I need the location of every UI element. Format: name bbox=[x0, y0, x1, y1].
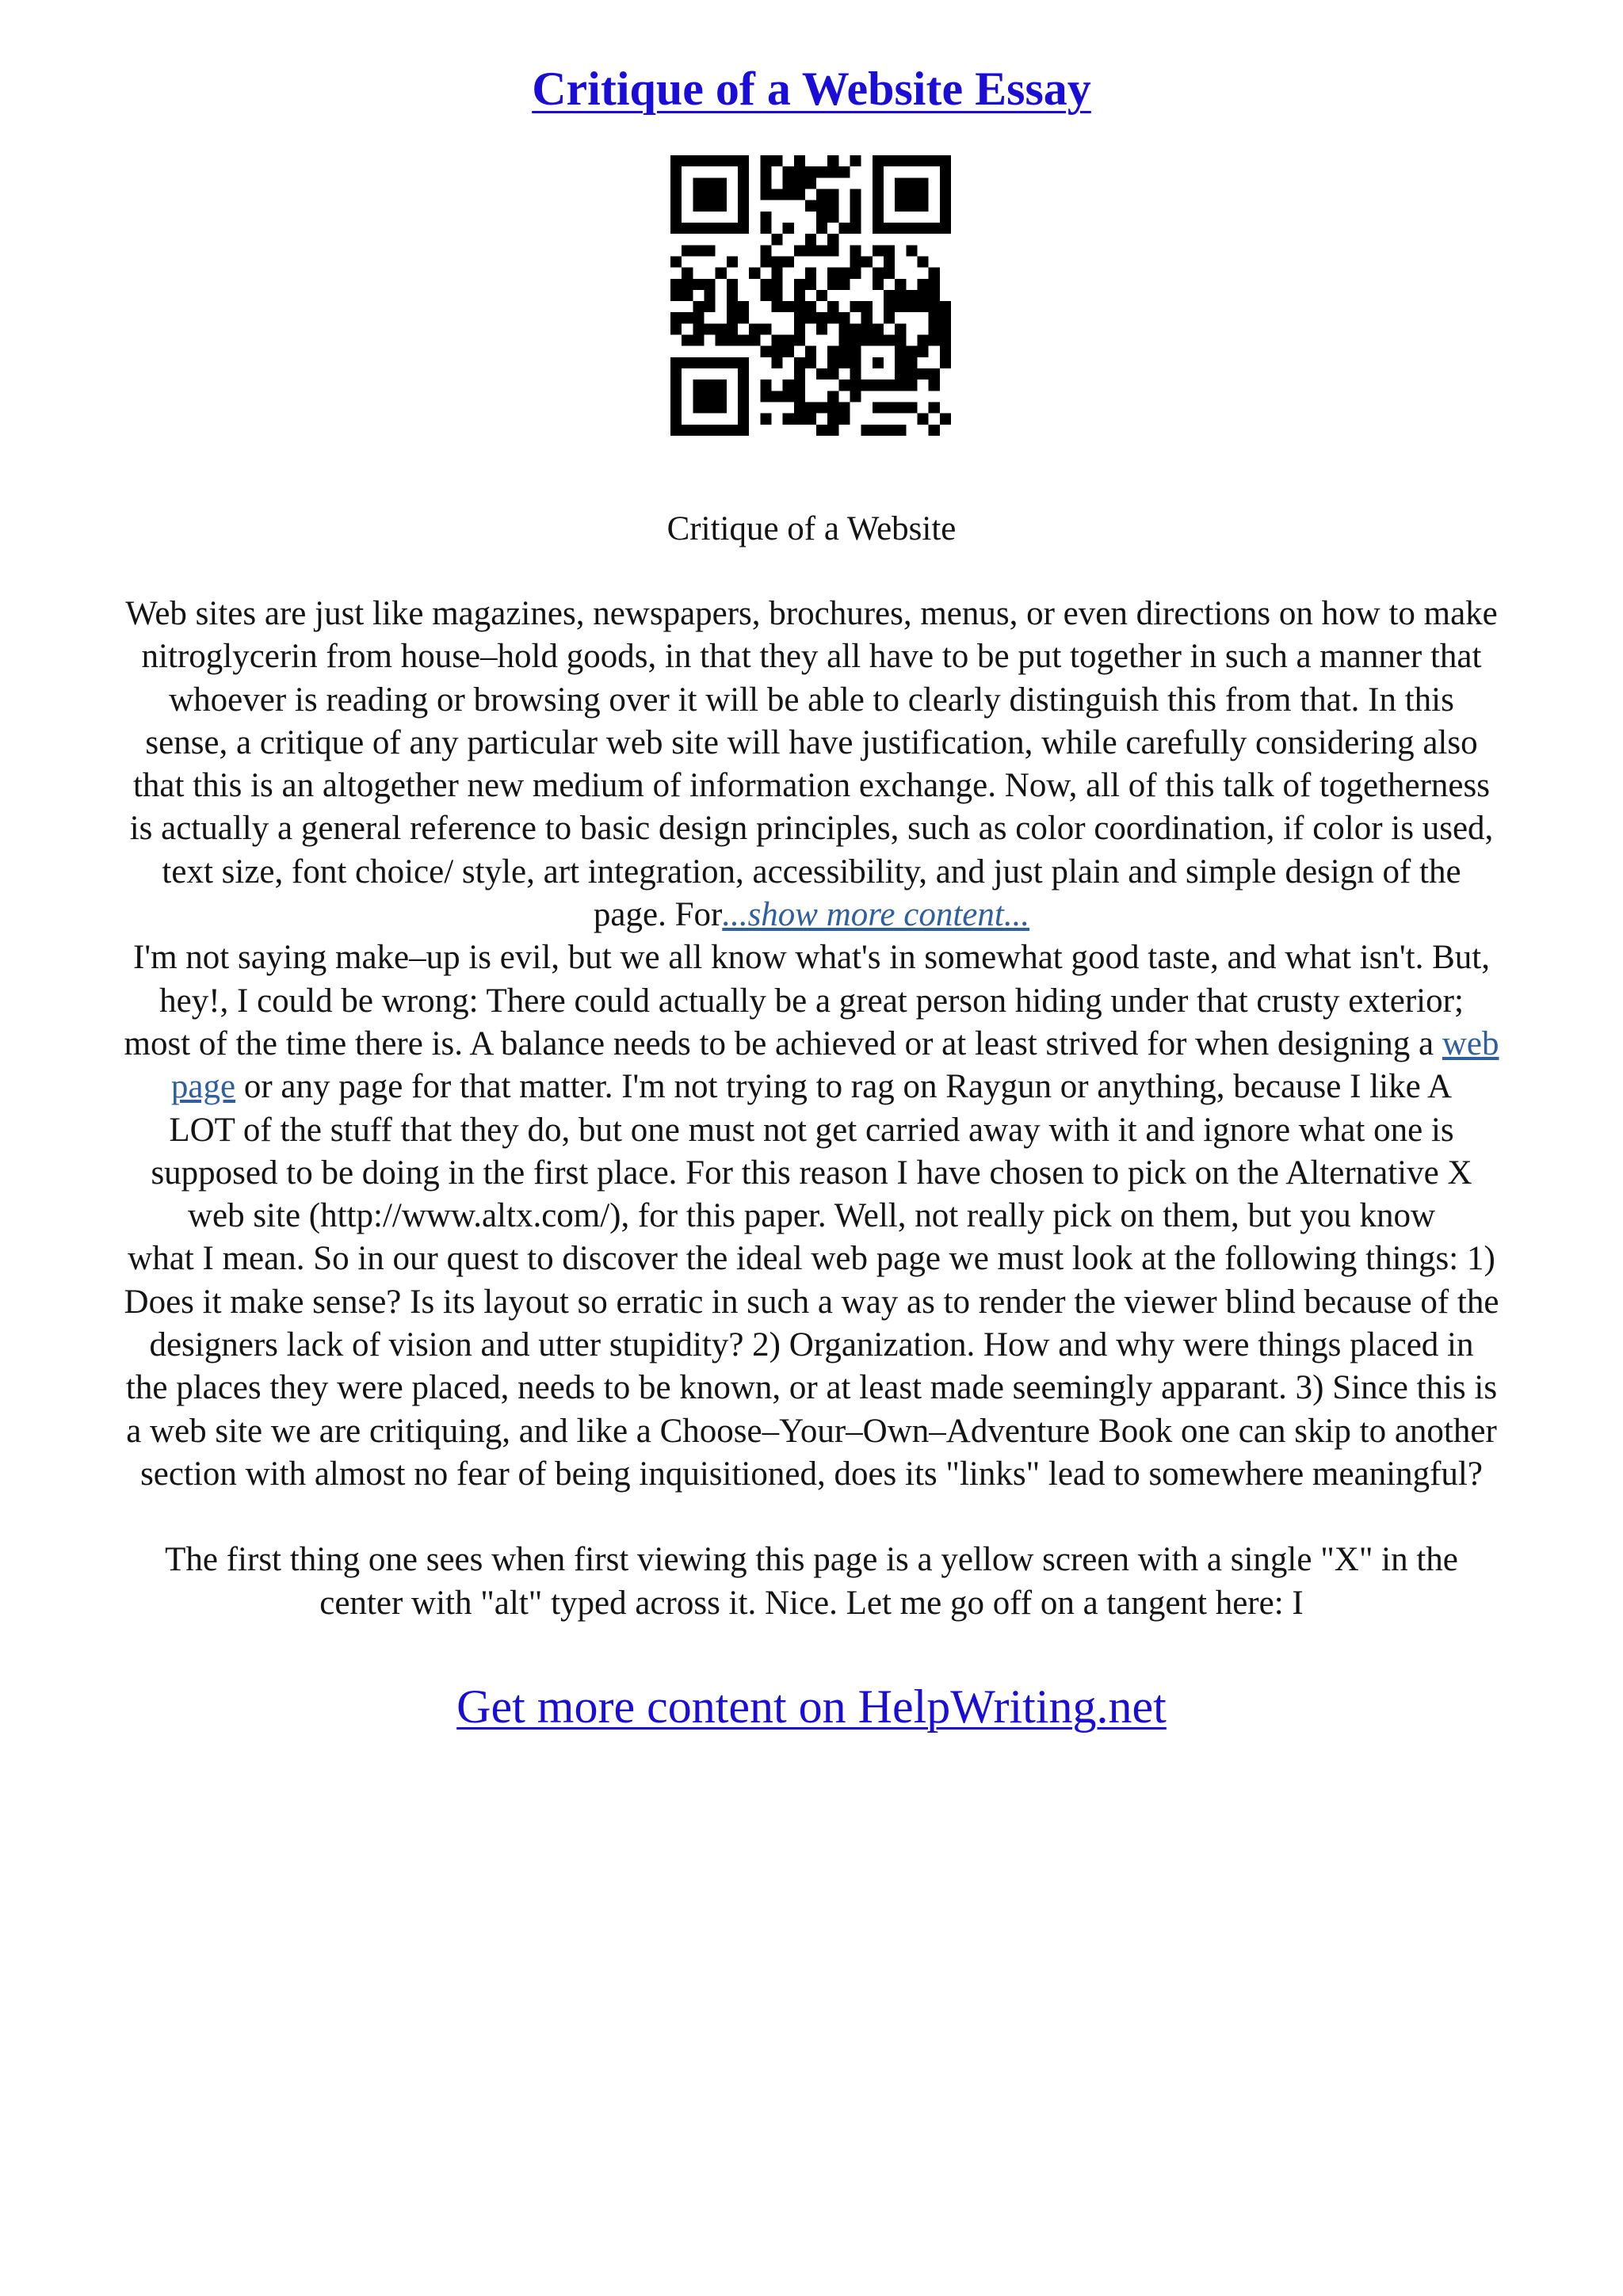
show-more-link[interactable]: ...show more content... bbox=[722, 896, 1030, 934]
text-line: I'm not saying make–up is evil, but we all know what's in somewhat good taste, and what isn't. But, bbox=[133, 939, 1490, 977]
paragraph-1 bbox=[48, 593, 1575, 936]
text-line: text size, font choice/ style, art integration, accessibility, and just plain and simple design of the bbox=[162, 852, 1461, 891]
text-line: hey!, I could be wrong: There could actually be a great person hiding under that crusty exterior; bbox=[159, 982, 1464, 1020]
text-line: web site (http://www.altx.com/), for this paper. Well, not really pick on them, but you know bbox=[187, 1197, 1436, 1235]
text-line: the places they were placed, needs to be known, or at least made seemingly apparant. 3) Since this is bbox=[125, 1369, 1498, 1407]
text-line: Does it make sense? Is its layout so erratic in such a way as to render the viewer blind because of the bbox=[124, 1283, 1499, 1321]
qr-code bbox=[670, 155, 951, 436]
text-line: whoever is reading or browsing over it will be able to clearly distinguish this from that. In this bbox=[169, 681, 1454, 719]
text-segment: most of the time there is. A balance needs to be achieved or at least strived for when designing a bbox=[124, 1024, 1442, 1062]
text-line: nitroglycerin from house–hold goods, in that they all have to be put together in such a manner that bbox=[141, 638, 1482, 676]
paragraph-2 bbox=[48, 936, 1575, 1496]
text-line: a web site we are critiquing, and like a Choose–Your–Own–Adventure Book one can skip to another bbox=[126, 1412, 1497, 1450]
footer bbox=[0, 1676, 1623, 1737]
essay-subtitle: Critique of a Website bbox=[666, 510, 957, 547]
web-page-link[interactable]: web bbox=[1442, 1024, 1499, 1062]
text-line: Web sites are just like magazines, newspapers, brochures, menus, or even directions on how to make bbox=[125, 595, 1498, 632]
text-line: what I mean. So in our quest to discover the ideal web page we must look at the following things: 1) bbox=[128, 1240, 1495, 1278]
paragraph-3 bbox=[48, 1539, 1575, 1625]
text-line bbox=[48, 894, 1575, 936]
text-line: section with almost no fear of being inquisitioned, does its "links" lead to somewhere meaningful? bbox=[140, 1455, 1483, 1493]
text-line: that this is an altogether new medium of information exchange. Now, all of this talk of togetherness bbox=[132, 767, 1490, 805]
text-line bbox=[48, 1023, 1575, 1066]
essay-body bbox=[48, 593, 1575, 1625]
text-line: is actually a general reference to basic design principles, such as color coordination, if color is used, bbox=[129, 810, 1494, 848]
title-link[interactable]: Critique of a Website Essay bbox=[532, 63, 1091, 115]
qr-code-image bbox=[670, 155, 951, 436]
page-title bbox=[0, 57, 1623, 120]
text-line: LOT of the stuff that they do, but one must not get carried away with it and ignore what one is bbox=[169, 1111, 1454, 1149]
web-page-link-continued[interactable]: page bbox=[170, 1068, 236, 1106]
paragraph-spacer bbox=[48, 1496, 1575, 1539]
text-line bbox=[48, 1066, 1575, 1108]
text-line: center with "alt" typed across it. Nice. Let me go off on a tangent here: I bbox=[319, 1584, 1304, 1622]
helpwriting-link[interactable]: Get more content on HelpWriting.net bbox=[456, 1680, 1167, 1733]
text-line: The first thing one sees when first viewing this page is a yellow screen with a single "X" in the bbox=[165, 1541, 1458, 1579]
text-line: supposed to be doing in the first place. For this reason I have chosen to pick on the Alternative X bbox=[151, 1154, 1472, 1192]
text-segment: page. For bbox=[593, 896, 723, 934]
text-line: sense, a critique of any particular web site will have justification, while carefully considering also bbox=[145, 723, 1478, 761]
text-line: designers lack of vision and utter stupidity? 2) Organization. How and why were things placed in bbox=[149, 1326, 1474, 1364]
text-segment: or any page for that matter. I'm not trying to rag on Raygun or anything, because I like A bbox=[235, 1068, 1453, 1106]
